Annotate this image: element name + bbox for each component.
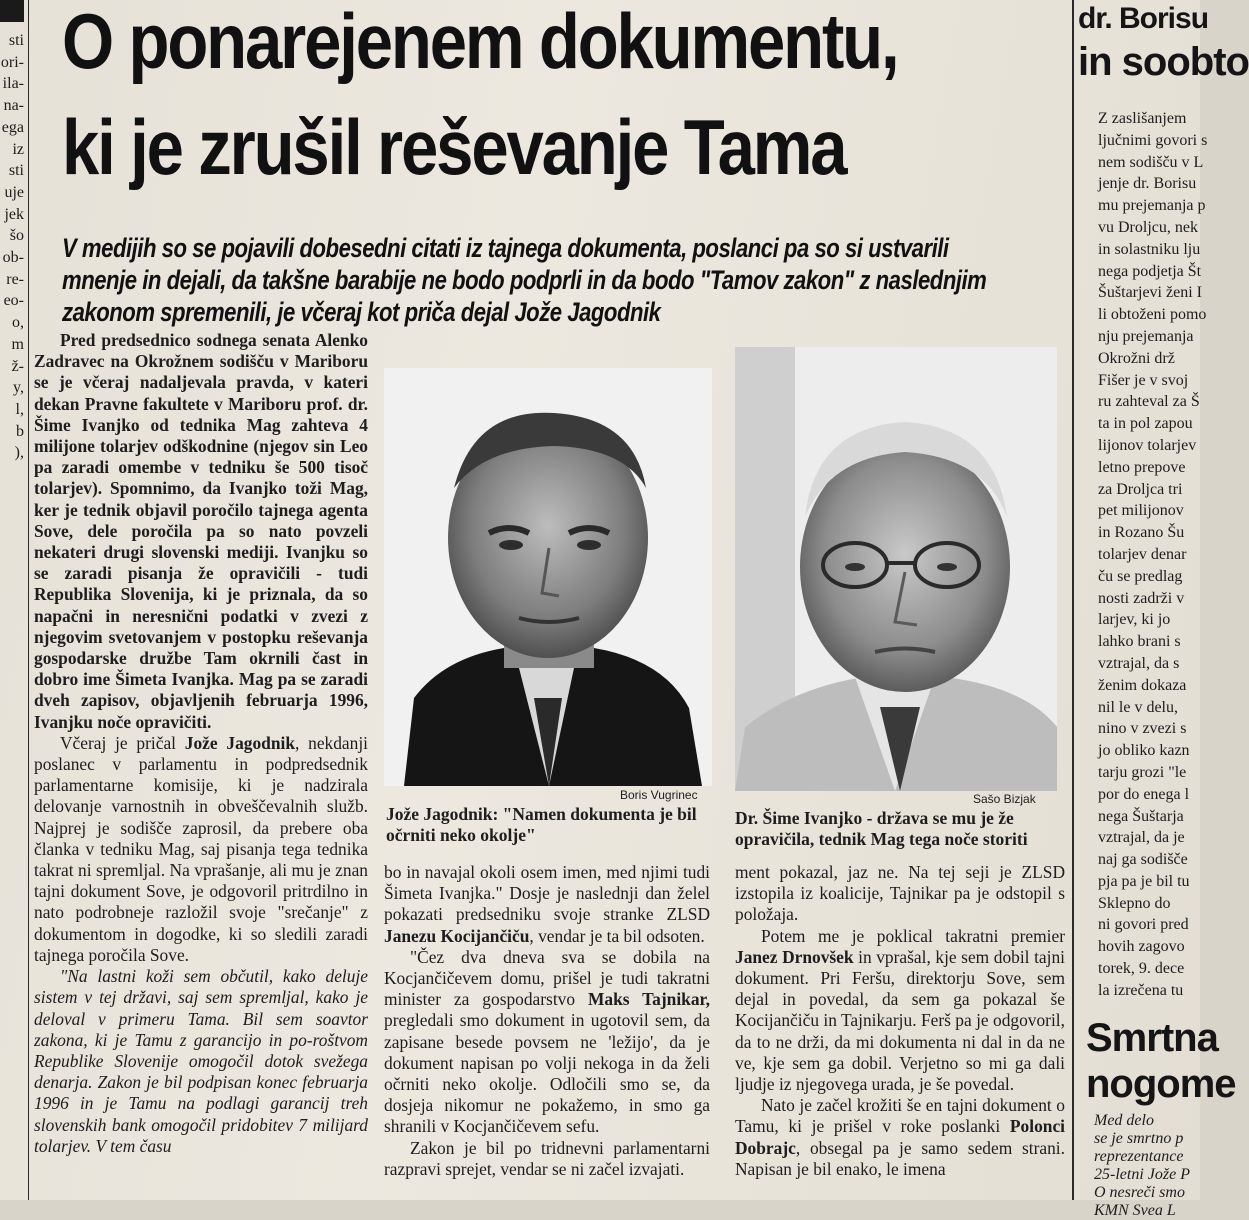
text-line: ču se predlag <box>1098 567 1183 585</box>
text-line: ila- <box>2 75 24 93</box>
text-line: l, <box>15 400 24 418</box>
paragraph <box>34 733 368 966</box>
person-name: Maks Tajnikar, <box>587 989 710 1010</box>
text-line: tarju grozi "le <box>1098 763 1187 781</box>
left-column-edge <box>0 0 30 1200</box>
text-line: m <box>11 335 24 353</box>
right-article-text <box>1098 108 1207 1002</box>
person-name: Polonci Dobrajc <box>735 1116 1065 1158</box>
text: , nekdanji poslanec v parlamentu in podpredsednik parlamentarne komisije, ki je nadzirala delovanje varnostnih in obveščevalnih služb. Najprej je sodišče zaprosil, da prebere oba članka v tedniku Mag, saj pisanja tega tednika takrat ni spremljal. Na vprašanje, ali mu je znan tajni dokument Sove, je odgovoril pritrdilno in nato podrobneje razložil svoje "srečanje" z dokumentom in dogodke, ki so sledili zaradi tajnega poročila Sove. <box>34 732 369 965</box>
text-line: pet milijonov <box>1098 502 1184 520</box>
person-name: Janezu Kocijančiču <box>384 925 530 946</box>
text-line: larjev, ki jo <box>1098 611 1171 629</box>
text-line: tolarjev denar <box>1098 545 1187 563</box>
text-line: ž- <box>11 357 24 375</box>
text-line: in solastniku lju <box>1098 240 1201 258</box>
person-name: Jože Jagodnik <box>184 732 296 753</box>
text-line: na- <box>3 97 24 115</box>
text-line: Šuštarjevi ženi I <box>1098 284 1202 302</box>
right-article-headline-3: Smrtna <box>1086 1016 1218 1060</box>
text-line: iz <box>12 140 24 158</box>
text-line: nega podjetja Št <box>1098 262 1202 280</box>
headline-line-1: O ponarejenem dokumentu, <box>62 0 898 85</box>
text-line: 25-letni Jože P <box>1094 1166 1190 1183</box>
right-article-headline-4: nogome <box>1086 1062 1236 1106</box>
portrait-image <box>384 368 712 786</box>
right-article-text-2 <box>1094 1112 1190 1220</box>
right-article <box>1078 0 1249 1219</box>
text-line: Med delo <box>1094 1112 1154 1129</box>
text-line: hovih zagovo <box>1098 938 1185 956</box>
text-line: ru zahteval za Š <box>1098 393 1200 411</box>
text-line: ni govori pred <box>1098 916 1189 934</box>
text-line: Sklepno do <box>1098 894 1171 912</box>
text: , obsegal pa je samo sedem strani. Napisan je bil enako, le imena <box>735 1137 1065 1179</box>
text-line: nosti zadrži v <box>1098 589 1185 607</box>
text: Potem me je poklical takratni premier <box>761 925 1065 946</box>
article-column-1 <box>34 330 368 1200</box>
text-line: eo- <box>3 292 24 310</box>
photo-caption-2: Dr. Šime Ivanjko - država se mu je že opravičila, tednik Mag tega noče storiti <box>735 808 1028 849</box>
photo-caption-1: Jože Jagodnik: "Namen dokumenta je bil očrniti neko okolje" <box>386 804 697 845</box>
paragraph: ment pokazal, jaz ne. Na tej seji je ZLSD izstopila iz koalicije, Tajnikar pa je odstopil s položaja. <box>735 862 1065 925</box>
paragraph <box>384 862 710 947</box>
text-line: vztrajal, da je <box>1098 829 1185 847</box>
text-line: vztrajal, da s <box>1098 654 1180 672</box>
text-line: reprezentance <box>1094 1148 1184 1165</box>
left-strip-text <box>0 30 24 464</box>
text-line: in Rozano Šu <box>1098 524 1185 542</box>
text-line: ega <box>1 118 24 136</box>
text-line: o, <box>12 314 24 332</box>
portrait-image <box>735 347 1057 791</box>
photo-credit-2: Sašo Bizjak <box>973 792 1036 806</box>
text-line: ta in pol zapou <box>1098 415 1193 433</box>
text-line: jenje dr. Borisu <box>1098 175 1197 193</box>
text-line: vu Droljcu, nek <box>1098 218 1198 236</box>
text-line: torek, 9. dece <box>1098 960 1185 978</box>
text-line: re- <box>6 270 24 288</box>
paragraph <box>735 1095 1065 1180</box>
text-line: ob- <box>2 249 24 267</box>
photo-joze-jagodnik <box>384 368 712 786</box>
text-line: ljučnimi govori s <box>1098 131 1208 149</box>
headline-line-2: ki je zrušil reševanje Tama <box>62 103 846 191</box>
paragraph-quote: "Na lastni koži sem občutil, kako deluje sistem v tej državi, saj sem spremljal, kako je deloval v primeru Tama. Bil sem soavtor zakona, ki je Tamu z garancijo in po-roštvom Republike Slovenije omogočil dotok svežega denarja. Zakon je bil podpisan konec februarja 1996 in je Tamu na podlagi garancij treh slovenskih bank omogočil pridobitev 7 milijard tolarjev. V tem času <box>34 966 368 1156</box>
text-line: sti <box>8 32 24 49</box>
text-line: Fišer je v svoj <box>1098 371 1189 389</box>
text-line: ženim dokaza <box>1098 676 1187 694</box>
person-name: Janez Drnovšek <box>735 946 854 967</box>
text-line: b <box>16 422 24 440</box>
text-line: lijonov tolarjev <box>1098 436 1197 454</box>
text-line: nju prejemanja <box>1098 327 1194 345</box>
text-line: por do enega l <box>1098 785 1190 803</box>
article-column-2 <box>384 862 710 1200</box>
lead-paragraph: Pred predsednico sodnega senata Alenko Zadravec na Okrožnem sodišču v Mariboru se je včeraj nadaljevala pravda, v kateri dekan Pravne fakultete v Mariboru prof. dr. Šime Ivanjko od tednika Mag zahteva 4 milijone tolarjev odškodnine (njegov sin Leo pa zaradi omembe v tedniku še 500 tisoč tolarjev). Spomnimo, da Ivanjko toži Mag, ker je tednik objavil poročilo tajnega agenta Sove, dele poročila pa so nato povzeli nekateri drugi slovenski mediji. Ivanjku so se zaradi pisanja že opravičili - tudi Republika Slovenija, ki je priznala, da so napačni in neresnični podatki v zvezi z njegovim svetovanjem v postopku reševanja gospodarske družbe Tam okrnili čast in dobro ime Šimeta Ivanjka. Mag pa se zaradi dveh zapisov, objavljenih februarja 1996, Ivanjku noče opravičiti. <box>34 330 368 732</box>
text-line: li obtoženi pomo <box>1098 306 1207 324</box>
column-rule-right <box>1072 0 1074 1200</box>
text: Včeraj je pričal <box>60 732 185 753</box>
article-column-3 <box>735 862 1065 1200</box>
text-line: ), <box>14 444 24 462</box>
text-line: letno prepove <box>1098 458 1186 476</box>
text-line: la izrečena tu <box>1098 981 1184 999</box>
text-line: šo <box>9 227 24 245</box>
text-line: O nesreči smo <box>1094 1184 1185 1201</box>
paragraph <box>384 947 710 1138</box>
text-line: mu prejemanja p <box>1098 197 1206 215</box>
right-article-headline-1: dr. Borisu <box>1078 2 1209 35</box>
text-line: naj ga sodišče <box>1098 851 1188 869</box>
paragraph <box>735 926 1065 1096</box>
text-line: se je smrtno p <box>1094 1130 1184 1147</box>
text-line: lahko brani s <box>1098 633 1181 651</box>
text: , vendar je ta bil odsoten. <box>529 925 705 946</box>
text-line: Okrožni drž <box>1098 349 1175 367</box>
text-line: ori- <box>0 53 24 71</box>
text-line: uje <box>4 183 24 201</box>
text-line: KMN Svea L <box>1094 1202 1176 1219</box>
photo-sime-ivanjko <box>735 347 1057 791</box>
text-line: nino v zvezi s <box>1098 720 1187 738</box>
text-line: nem sodišču v L <box>1098 153 1204 171</box>
deck-subheadline: V medijih so se pojavili dobesedni citati iz tajnega dokumenta, poslanci pa so si ustvarili mnenje in dejali, da takšne barabije ne bodo podprli in da bodo "Tamov zakon" z naslednjim zakonom spremenili, je včeraj kot priča dejal Jože Jagodnik <box>62 233 987 327</box>
paragraph: Zakon je bil po tridnevni parlamentarni razpravi sprejet, vendar se ni začel izvajati. <box>384 1137 710 1179</box>
text: in vprašal, kje sem dobil tajni dokument. Pri Feršu, direktorju Sove, sem dejal in povedal, da sem ga pokazal še Kocijančiču in Tajnikarju. Ferš pa je odgovoril, da to ne drži, da mi dokumenta ni dal in da ne ve, kje sem ga dobil. Verjetno so mi ga dali ljudje iz njegovega urada, je še povedal. <box>735 946 1065 1095</box>
text: bo in navajal okoli osem imen, med njimi tudi Šimeta Ivanjka." Dosje je naslednji dan želel pokazati predsedniku svoje stranke ZLSD <box>384 862 710 925</box>
column-rule-left <box>28 0 29 1200</box>
text-line: Z zaslišanjem <box>1098 110 1187 127</box>
text-line: za Droljca tri <box>1098 480 1183 498</box>
text-line: sti <box>8 162 24 180</box>
text: Nato je začel krožiti še en tajni dokument o Tamu, ki je prišel v roke poslanki <box>735 1095 1065 1137</box>
left-strip-heading <box>0 0 24 22</box>
text: "Čez dva dneva sva se dobila na Kocjančičevem domu, prišel je tudi takratni minister za gospodarstvo <box>384 946 710 1010</box>
text-line: y, <box>13 379 24 397</box>
text-line: pja pa je bil tu <box>1098 872 1190 890</box>
headline <box>62 0 913 191</box>
text: pregledali smo dokument in ugotovil sem, da zapisane besede povsem ne 'ležijo', da je dokument napisan po volji nekoga in da želi očrniti neko okolje. Odločili smo se, da dosjeja nikomur ne pokažemo, in smo ga shranili v Kocjančičevem sefu. <box>384 1010 710 1137</box>
text-line: nega Šuštarja <box>1098 807 1184 825</box>
text-line: jo obliko kazn <box>1098 742 1190 760</box>
text-line: nil le v delu, <box>1098 698 1178 716</box>
text-line: jek <box>4 205 24 223</box>
photo-credit-1: Boris Vugrinec <box>620 788 698 802</box>
right-article-headline-2: in soobto <box>1078 40 1249 84</box>
